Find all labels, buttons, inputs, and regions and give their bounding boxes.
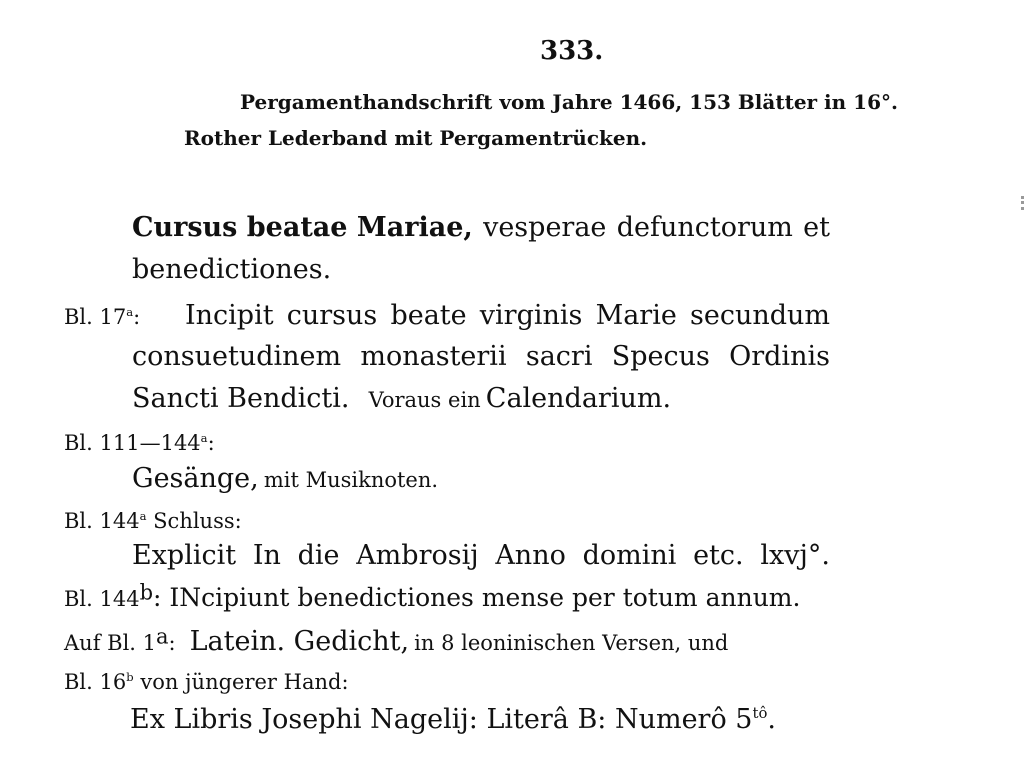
- ref-colon: :: [207, 431, 215, 455]
- title-line-2: benedictiones.: [132, 254, 332, 285]
- word: Explicit: [132, 540, 237, 571]
- entry-3-ref: [64, 509, 242, 533]
- entry-7: [130, 704, 776, 735]
- entry-6: [64, 670, 349, 694]
- text: Calendarium.: [485, 383, 672, 414]
- word: cursus: [286, 300, 378, 331]
- word: In: [252, 540, 281, 571]
- entry-1-line-1: [185, 300, 830, 331]
- entry-4-text: : INcipiunt benedictiones mense per totum annum.: [153, 583, 801, 612]
- text: in 8 leoninischen Versen, und: [414, 631, 729, 655]
- word: sacri: [525, 341, 593, 372]
- ref-text: Bl. 16: [64, 670, 127, 694]
- title-bold: Cursus beatae Mariae,: [132, 212, 473, 243]
- ref-text: Bl. 144: [64, 587, 140, 611]
- entry-6-text: von jüngerer Hand:: [140, 670, 349, 694]
- word: virginis: [479, 300, 583, 331]
- text: mit Musiknoten.: [263, 468, 439, 492]
- ex-libris-sup: tô: [752, 704, 768, 722]
- entry-1-ref: [64, 305, 140, 329]
- word: secundum: [689, 300, 830, 331]
- ref-sup: a: [139, 509, 147, 523]
- text: Gesänge,: [132, 463, 259, 494]
- word: Anno: [495, 540, 566, 571]
- page-edge-mark: [1015, 196, 1024, 210]
- word: domini: [582, 540, 677, 571]
- word: die: [297, 540, 340, 571]
- word: consuetudinem: [132, 341, 342, 372]
- word: monasterii: [360, 341, 507, 372]
- word: Incipit: [185, 300, 274, 331]
- ref-text: Auf Bl. 1: [64, 631, 156, 655]
- text: Sancti Bendicti.: [132, 383, 350, 414]
- text: Voraus ein: [368, 388, 481, 412]
- title-word: et: [803, 212, 830, 243]
- entry-1-line-3: [132, 383, 671, 414]
- word: Ordinis: [729, 341, 830, 372]
- ref-sup: a: [200, 431, 208, 445]
- ex-libris-end: .: [767, 704, 776, 735]
- word: lxvj°.: [760, 540, 830, 571]
- word: etc.: [693, 540, 744, 571]
- word: beate: [390, 300, 467, 331]
- word: Specus: [611, 341, 710, 372]
- header-line-1: Pergamenthandschrift vom Jahre 1466, 153 Blätter in 16°.: [240, 90, 898, 114]
- ref-sup: b: [139, 580, 154, 605]
- ref-text: Bl. 144: [64, 509, 140, 533]
- entry-4: [64, 580, 801, 612]
- title-line-1: [132, 212, 830, 243]
- ref-colon: :: [168, 631, 176, 655]
- entry-2-text: [132, 463, 438, 494]
- ref-sup: b: [126, 670, 134, 684]
- page-number: 333.: [540, 36, 604, 66]
- title-word: defunctorum: [616, 212, 793, 243]
- ref-text: Bl. 17: [64, 305, 127, 329]
- entry-2-ref: [64, 431, 215, 455]
- ex-libris-text: Ex Libris Josephi Nagelij: Literâ B: Numerô 5: [130, 704, 753, 735]
- word: Ambrosij: [356, 540, 479, 571]
- ref-colon: :: [133, 305, 141, 329]
- header-line-2: Rother Lederband mit Pergamentrücken.: [184, 126, 648, 150]
- ref-sup: a: [126, 305, 134, 319]
- title-word: vesperae: [483, 212, 607, 243]
- ref-sup: a: [156, 624, 169, 649]
- entry-1-line-2: [132, 341, 830, 372]
- ref-text: Bl. 111—144: [64, 431, 201, 455]
- entry-5: [64, 626, 728, 657]
- word: Marie: [595, 300, 677, 331]
- entry-3-text: [132, 540, 830, 571]
- ref-after: Schluss:: [153, 509, 242, 533]
- text: Latein. Gedicht,: [189, 626, 410, 657]
